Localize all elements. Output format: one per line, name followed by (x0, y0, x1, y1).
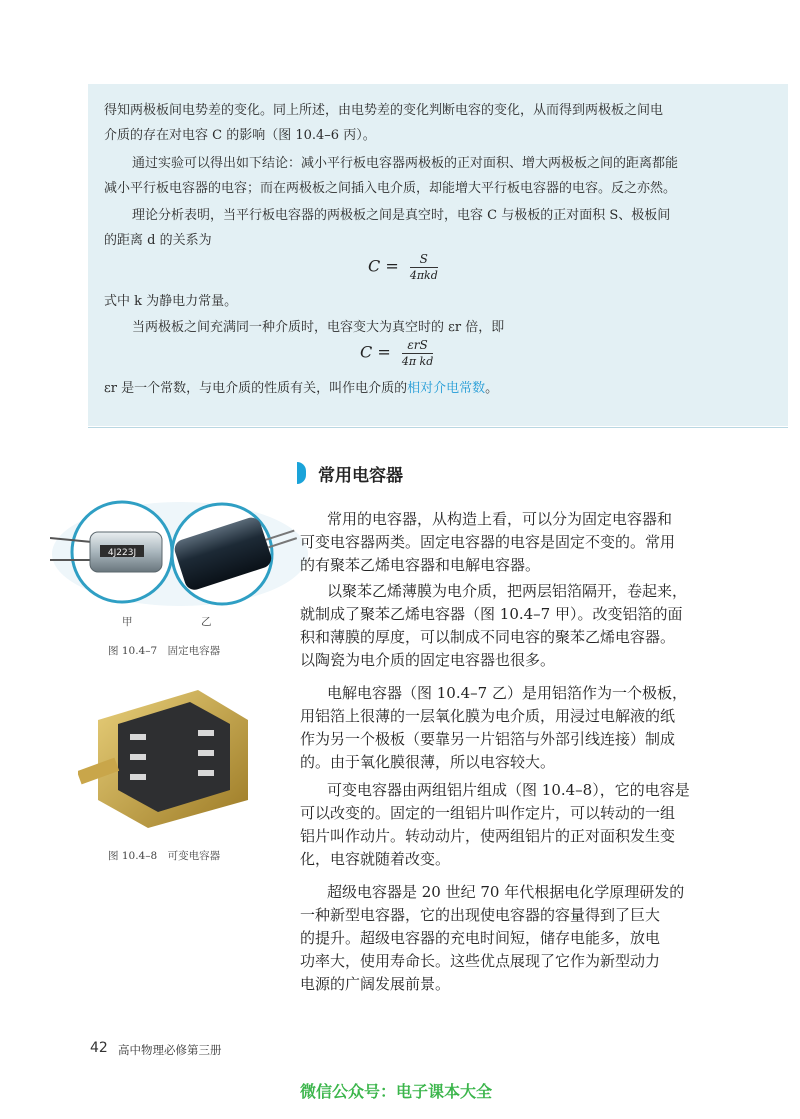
formula-dielectric-denominator: 4π kd (401, 355, 434, 368)
paragraph-line: 铝片叫作动片。转动动片，使两组铝片的正对面积发生变 (300, 827, 676, 845)
formula-vacuum-fraction (410, 252, 438, 282)
paragraph-line: 可以改变的。固定的一组铝片叫作定片，可以转动的一组 (300, 804, 676, 822)
formula-vacuum-denominator: 4πkd (409, 269, 438, 282)
paragraph-line: 的有聚苯乙烯电容器和电解电容器。 (300, 556, 541, 574)
paragraph-line: 的。由于氧化膜很薄，所以电容较大。 (300, 753, 556, 771)
formula-vacuum (368, 252, 438, 282)
paragraph-line: 积和薄膜的厚度，可以制成不同电容的聚苯乙烯电容器。 (300, 628, 676, 646)
section-marker-icon (297, 462, 306, 484)
key-term-relative-permittivity: 相对介电常数 (407, 381, 486, 396)
paragraph-line: 常用的电容器，从构造上看，可以分为固定电容器和 (327, 510, 673, 528)
variable-capacitor-photo (78, 680, 258, 830)
box-line-9-end: 。 (485, 381, 499, 396)
box-line-8: 当两极板之间充满同一种介质时，电容变大为真空时的 εr 倍，即 (132, 320, 505, 335)
figure-part-b-label: 乙 (201, 616, 212, 628)
figure-10-4-7-caption: 图 10.4–7 固定电容器 (108, 645, 221, 657)
figure-10-4-8-caption: 图 10.4–8 可变电容器 (108, 850, 221, 862)
fixed-capacitor-label: 4J223J (107, 548, 137, 558)
box-line-5: 理论分析表明，当平行板电容器的两极板之间是真空时，电容 C 与极板的正对面积 S、极板间 (132, 208, 671, 223)
box-line-9-text: εr 是一个常数，与电介质的性质有关，叫作电介质的 (104, 381, 408, 396)
paragraph-line: 以陶瓷为电介质的固定电容器也很多。 (300, 651, 556, 669)
paragraph-line: 就制成了聚苯乙烯电容器（图 10.4–7 甲）。改变铝箔的面 (300, 605, 683, 623)
paragraph-line: 超级电容器是 20 世纪 70 年代根据电化学原理研发的 (327, 883, 685, 901)
box-bottom-rule (88, 427, 788, 428)
paragraph-line: 用铝箔上很薄的一层氧化膜为电介质，用浸过电解液的纸 (300, 707, 676, 725)
paragraph-line: 一种新型电容器，它的出现使电容器的容量得到了巨大 (300, 906, 661, 924)
box-line-9 (104, 381, 498, 397)
watermark-text: 微信公众号：电子课本大全 (300, 1082, 493, 1101)
paragraph-line: 功率大，使用寿命长。这些优点展现了它作为新型动力 (300, 952, 661, 970)
book-title: 高中物理必修第三册 (118, 1043, 222, 1057)
paragraph-line: 电解电容器（图 10.4–7 乙）是用铝箔作为一个极板， (327, 684, 687, 702)
paragraph-line: 以聚苯乙烯薄膜为电介质，把两层铝箔隔开，卷起来， (327, 582, 688, 600)
paragraph-line: 的提升。超级电容器的充电时间短，储存电能多，放电 (300, 929, 661, 947)
page-number: 42 (90, 1040, 108, 1056)
formula-dielectric (360, 338, 433, 368)
box-line-6: 的距离 d 的关系为 (104, 233, 212, 248)
paragraph-line: 化，电容就随着改变。 (300, 850, 451, 868)
paragraph-line: 可变电容器两类。固定电容器的电容是固定不变的。常用 (300, 533, 676, 551)
paragraph-line: 作为另一个极板（要靠另一片铝箔与外部引线连接）制成 (300, 730, 676, 748)
box-line-1: 得知两极板间电势差的变化。同上所述，由电势差的变化判断电容的变化，从而得到两极板之间电 (104, 103, 664, 118)
box-line-4: 减小平行板电容器的电容；而在两极板之间插入电介质，却能增大平行板电容器的电容。反之亦然。 (104, 181, 677, 196)
formula-dielectric-numerator: εrS (402, 338, 433, 354)
box-line-7: 式中 k 为静电力常量。 (104, 294, 238, 309)
paragraph-line: 可变电容器由两组铝片组成（图 10.4–8），它的电容是 (327, 781, 690, 799)
box-line-2: 介质的存在对电容 C 的影响（图 10.4–6 丙）。 (104, 128, 376, 143)
formula-vacuum-numerator: S (410, 252, 438, 268)
formula-vacuum-lhs: C = (368, 256, 399, 276)
box-line-3: 通过实验可以得出如下结论：减小平行板电容器两极板的正对面积、增大两极板之间的距离都能 (132, 156, 679, 171)
paragraph-line: 电源的广阔发展前景。 (300, 975, 451, 993)
formula-dielectric-fraction (402, 338, 433, 368)
formula-dielectric-lhs: C = (360, 342, 391, 362)
section-title: 常用电容器 (318, 466, 403, 486)
figure-part-a-label: 甲 (122, 616, 133, 628)
fixed-capacitor-photo (50, 498, 310, 610)
